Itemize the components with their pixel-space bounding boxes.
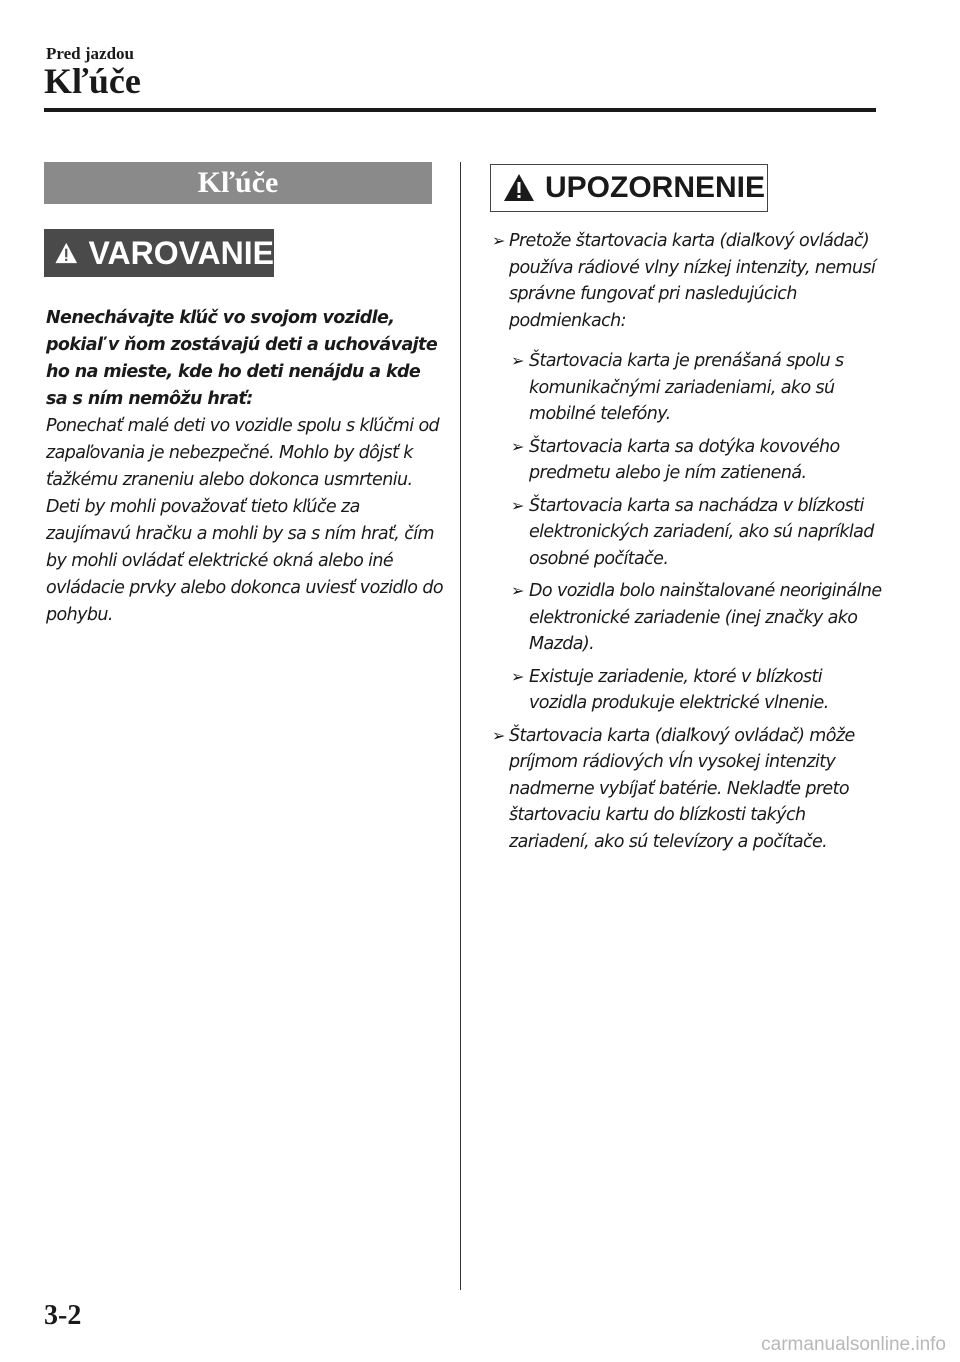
arrow-bullet-icon: ➢ bbox=[492, 725, 505, 745]
page-number: 3-2 bbox=[44, 1300, 82, 1331]
caution-label: UPOZORNENIE bbox=[545, 171, 766, 204]
watermark: carmanualsonline.info bbox=[761, 1334, 946, 1355]
section-label: Pred jazdou bbox=[46, 44, 134, 63]
sub-list-item: ➢ Štartovacia karta je prenášaná spolu s komunikačnými zariadeniami, ako sú mobilné telefóny. bbox=[492, 348, 882, 428]
list-item: ➢ Pretože štartovacia karta (diaľkový ovládač) používa rádiové vlny nízkej intenzity, nemusí správne fungovať pri nasledujúcich podmienkach: bbox=[492, 228, 882, 334]
list-item: ➢ Štartovacia karta (diaľkový ovládač) môže príjmom rádiových vĺn vysokej intenzity nadmerne vybíjať batérie. Nekladťe preto štartovaciu kartu do blízkosti takých zariadení, ako sú televízory a počítače. bbox=[492, 723, 882, 856]
caution-triangle-icon bbox=[503, 172, 535, 204]
column-divider bbox=[460, 162, 461, 1290]
warning-triangle-icon bbox=[54, 236, 79, 270]
arrow-bullet-icon: ➢ bbox=[511, 495, 524, 515]
warning-label: VAROVANIE bbox=[88, 234, 274, 271]
arrow-bullet-icon: ➢ bbox=[511, 666, 524, 686]
arrow-bullet-icon: ➢ bbox=[492, 231, 505, 250]
sub-list-item: ➢ Štartovacia karta sa dotýka kovového predmetu alebo je ním zatienená. bbox=[492, 434, 882, 487]
warning-body-text: Ponechať malé deti vo vozidle spolu s kľúčmi od zapaľovania je nebezpečné. Mohlo by dôjsť k ťažkému zraneniu alebo dokonca usmrteniu. Deti by mohli považovať tieto kľúče za zaujímavú hračku a mohli by sa s ním hrať, čím by mohli ovládať elektrické okná alebo iné ovládacie prvky alebo dokonca uviesť vozidlo do pohybu. bbox=[46, 416, 443, 625]
page-title: Kľúče bbox=[44, 61, 141, 101]
arrow-bullet-icon: ➢ bbox=[511, 351, 524, 370]
section-banner: Kľúče bbox=[44, 162, 432, 204]
sub-list-item: ➢ Do vozidla bolo nainštalované neoriginálne elektronické zariadenie (inej značky ako Mazda). bbox=[492, 578, 882, 658]
sub-list-item: ➢ Existuje zariadenie, ktoré v blízkosti vozidla produkuje elektrické vlnenie. bbox=[492, 664, 882, 717]
arrow-bullet-icon: ➢ bbox=[511, 436, 524, 456]
warning-text bbox=[46, 305, 446, 629]
caution-box bbox=[490, 164, 768, 212]
arrow-bullet-icon: ➢ bbox=[511, 581, 524, 600]
header-rule bbox=[44, 108, 876, 112]
warning-box bbox=[44, 229, 274, 277]
caution-list bbox=[492, 228, 882, 861]
sub-list-item: ➢ Štartovacia karta sa nachádza v blízkosti elektronických zariadení, ako sú napríklad osobné počítače. bbox=[492, 493, 882, 573]
warning-bold-text: Nenechávajte kľúč vo svojom vozidle, pokiaľ v ňom zostávajú deti a uchovávajte ho na mieste, kde ho deti nenájdu a kde sa s ním nemôžu hrať: bbox=[46, 308, 438, 409]
